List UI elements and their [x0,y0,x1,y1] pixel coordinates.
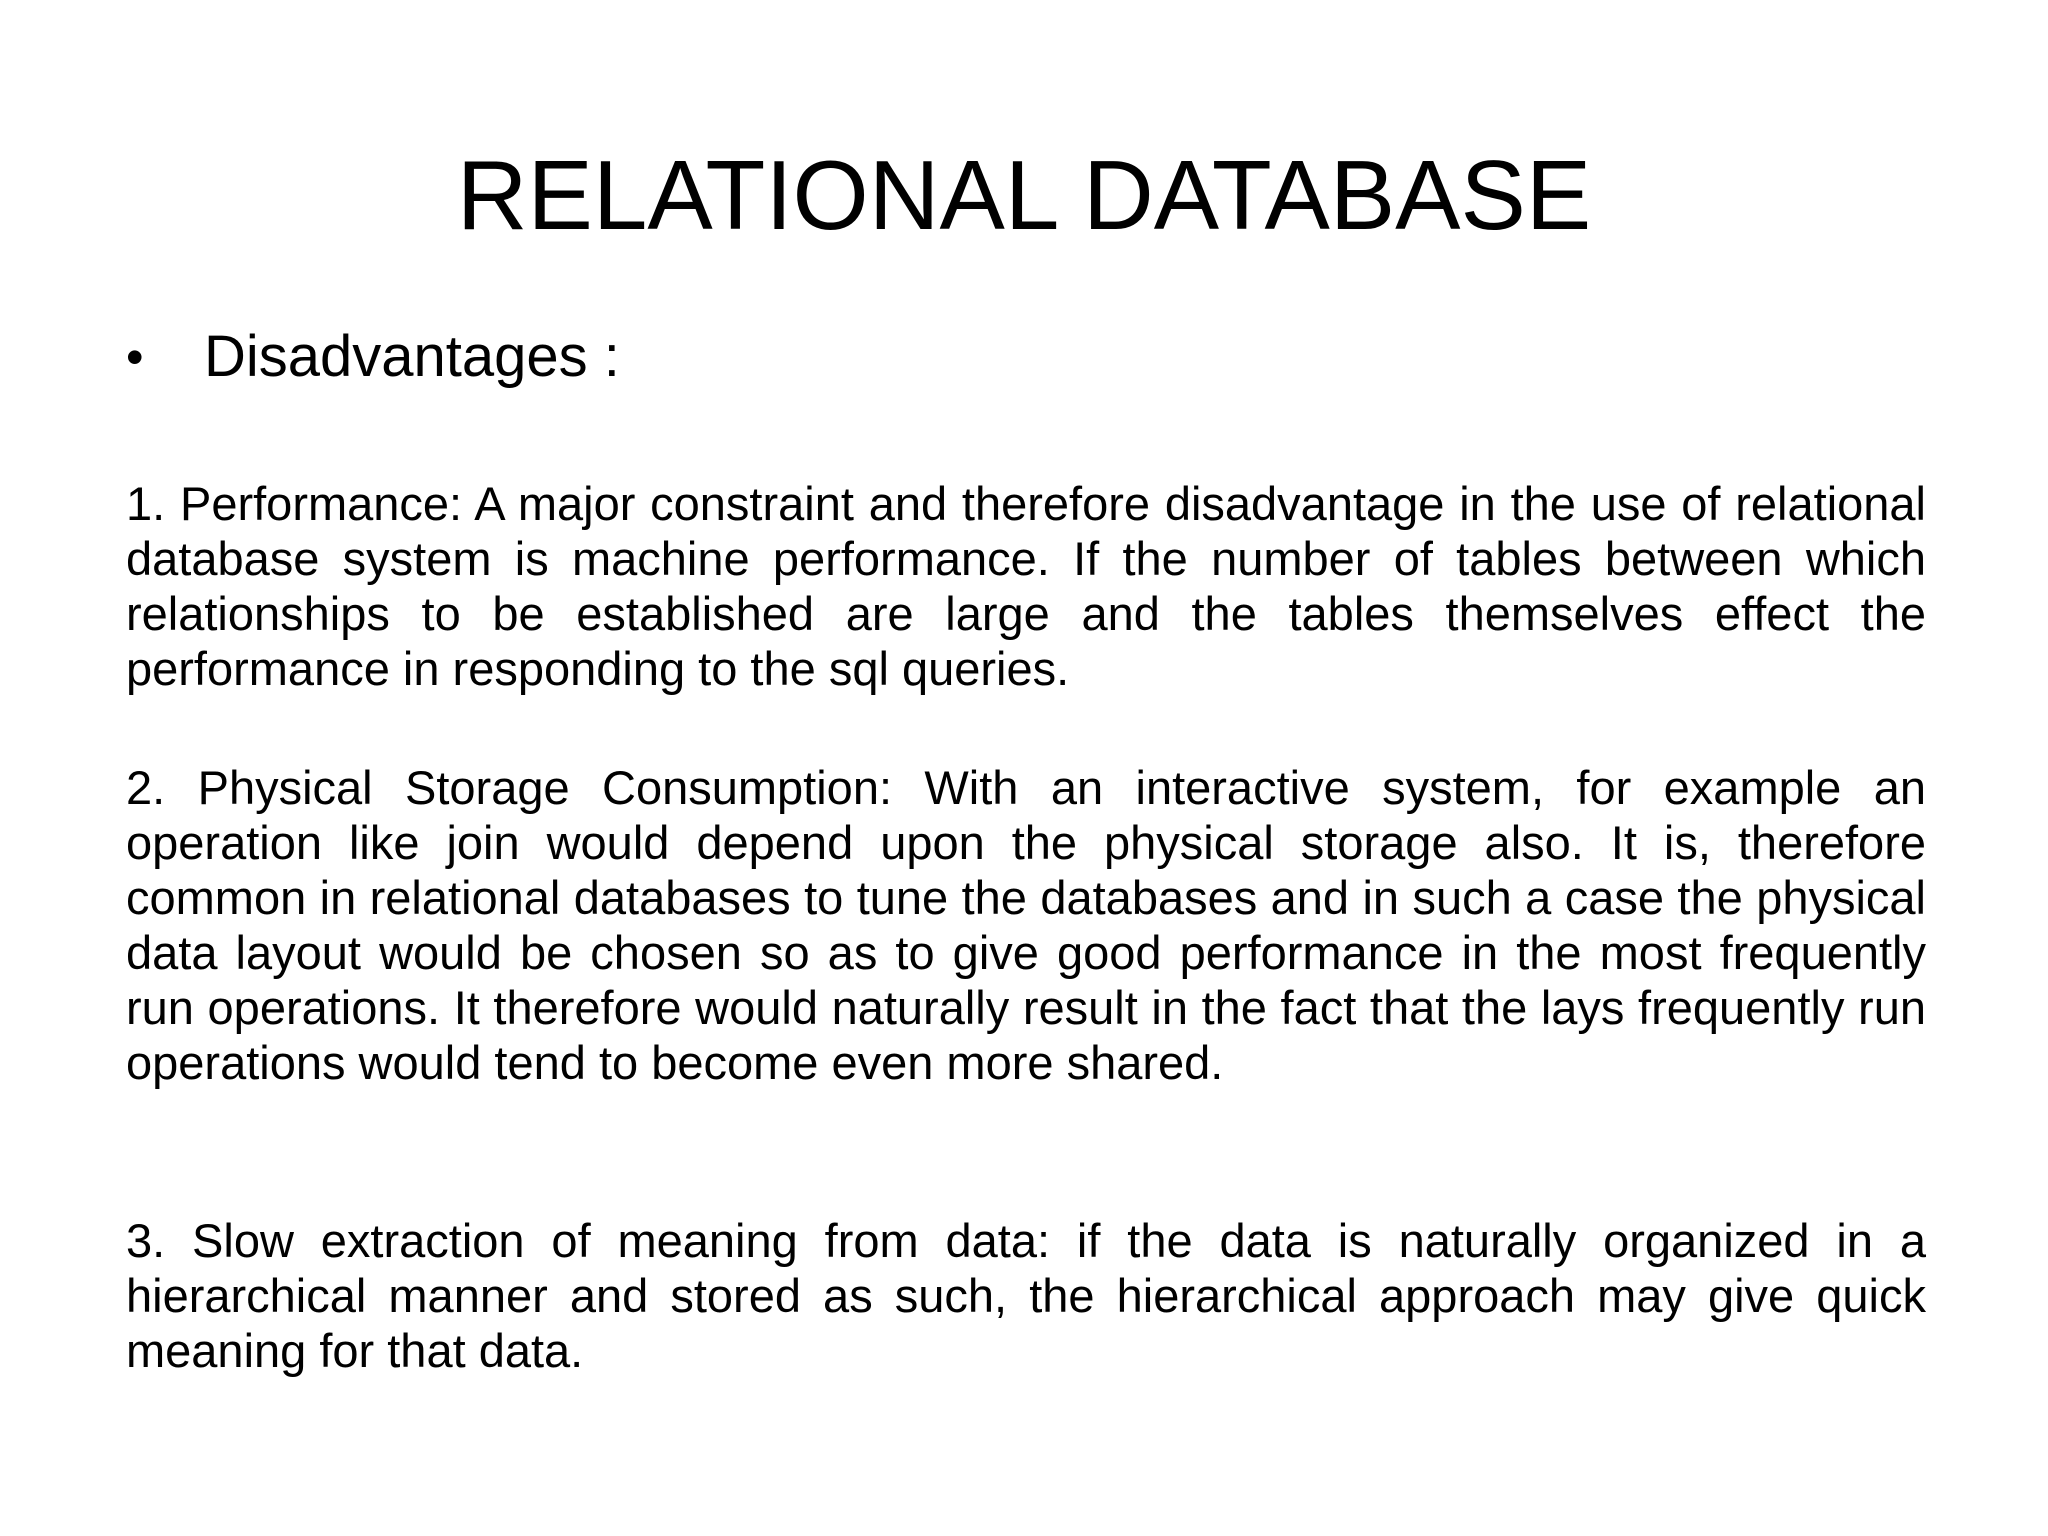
point-performance: 1. Performance: A major constraint and therefore disadvantage in the use of relational database system is machine performance. If the number of tables between which relationships to be established are large and the tables themselves effect the performance in responding to the sql queries. [126,477,1926,695]
bullet-heading [126,322,620,392]
slide-title: RELATIONAL DATABASE [456,140,1592,250]
bullet-label: Disadvantages : [204,324,620,389]
point-slow-extraction: 3. Slow extraction of meaning from data: if the data is naturally organized in a hierarchical manner and stored as such, the hierarchical approach may give quick meaning for that data. [126,1214,1926,1377]
bullet-dot-icon: • [126,329,144,385]
point-physical-storage: 2. Physical Storage Consumption: With an interactive system, for example an operation like join would depend upon the physical storage also. It is, therefore common in relational databases to tune the databases and in such a case the physical data layout would be chosen so as to give good performance in the most frequently run operations. It therefore would naturally result in the fact that the lays frequently run operations would tend to become even more shared. [126,761,1926,1089]
